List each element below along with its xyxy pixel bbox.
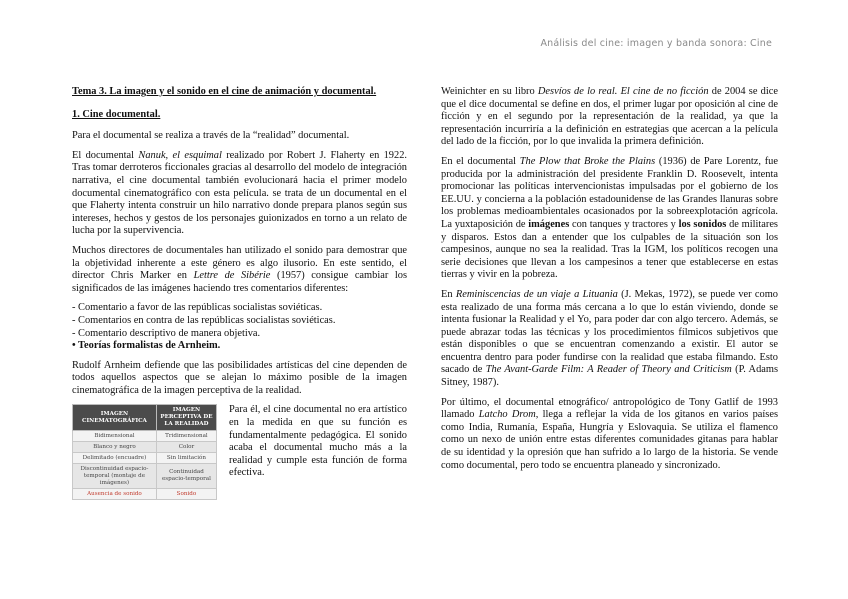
section-heading: 1. Cine documental.	[72, 108, 161, 120]
table-header: IMAGEN CINEMATOGRÁFICA	[73, 405, 157, 431]
table-cell: Delimitado (encuadre)	[73, 453, 157, 464]
table-cell: Continuidad espacio-temporal	[156, 464, 216, 489]
table-header: IMAGEN PERCEPTIVA DE LA REALIDAD	[156, 405, 216, 431]
right-column	[441, 86, 778, 479]
left-column	[72, 86, 407, 500]
table-cell: Discontinuidad espacio-temporal (montaje de imágenes)	[73, 464, 157, 489]
table-cell: Color	[156, 442, 216, 453]
paragraph: En el documental The Plow that Broke the Plains (1936) de Pare Lorentz, fue producida por la administración del presidente Franklin D. Roosevelt, intenta promocionar las políticas intervencionistas impulsadas por el gobierno de los EE.UU. y concierna a la población estadounidense de las Grandes llanuras sobre los problemas medioambientales ocasionados por la sobreexplotación agrícola. La yuxtaposición de imágenes con tanques y tractores y los sonidos de militares y disparos. Estos dan a entender que los culpables de la situación son los campesinos, aunque no sea la realidad. Tras la IGM, los políticos recogen una serie decisiones que llevan a los campesinos a tener que establecerse en estas tierras y vivir en la pobreza.	[441, 155, 778, 281]
paragraph: En Reminiscencias de un viaje a Lituania (J. Mekas, 1972), se puede ver como esta realizado de una forma más cercana a lo que lo están viviendo, donde se intenta fusionar la Realidad y el Yo, para poder dar con algo tercero. Además, se puede abrazar todas las técnicas y los procedimientos fílmicos subjetivos que están disponibles o que se encuentran comenzando a existir. El autor se encuentra dentro para poder fundirse con la realidad que estaba filmando. Esto sacado de The Avant-Garde Film: A Reader of Theory and Criticism (P. Adams Sitney, 1987).	[441, 288, 779, 389]
comparison-table	[72, 404, 217, 500]
table-cell: Sonido	[156, 489, 216, 500]
table-cell: Sin limitación	[156, 453, 216, 464]
paragraph: Para el documental se realiza a través de la “realidad” documental.	[72, 130, 350, 142]
film-title: The Plow that Broke the Plains	[519, 155, 656, 167]
figure-row	[72, 404, 407, 500]
list-item-bold: • Teorías formalistas de Arnheim.	[72, 340, 221, 352]
paragraph: Muchos directores de documentales han utilizado el sonido para demostrar que la objetividad inherente a este género es algo ilusorio. En este sentido, el director Chris Marker en Lettre de Sibérie (1957) consigue cambiar los significados de las imágenes haciendo tres comentarios diferentes:	[72, 244, 407, 294]
list-item: - Comentario descriptivo de manera objetiva.	[72, 327, 261, 339]
paragraph: Weinichter en su libro Desvíos de lo real. El cine de no ficción de 2004 se dice que el dice documental se define en dos, el primer lugar por oposición al cine de ficción y en el segundo por la representación de la realidad, ya que la representación incurriría a la definición en estrategias que acercan a la película del lado de la ficción, por lo que invalida la primera definición.	[441, 86, 778, 148]
paragraph: El documental Nanuk, el esquimal realizado por Robert J. Flaherty en 1922. Tras tomar derroteros ficcionales gracias al desarrollo del modelo de integración narrativa, el cine documental también evolucionará hacia el primer modelo documental cinematográfico con esta película. se trata de un documental en el que Flaherty intenta construir un hilo narrativo donde prepara planos según sus intereses, hechos y gestos de los personajes guionizados en torno a un relato de lucha por la supervivencia.	[72, 149, 407, 237]
paragraph: Rudolf Arnheim defiende que las posibilidades artísticas del cine dependen de todos aquellos aspectos que se alejan lo máximo posible de la imagen cinematográfica de la imagen perceptiva de la realidad.	[72, 359, 407, 396]
list-item: - Comentarios en contra de las repúblicas socialistas soviéticas.	[72, 314, 336, 326]
table-cell: Blanco y negro	[73, 442, 157, 453]
paragraph: Por último, el documental etnográfico/ antropológico de Tony Gatlif de 1993 llamado Latcho Drom, llega a reflejar la vida de los gitanos en varios países como India, Rumanía, España, Hungría y Eslovaquia. Se utiliza el flamenco como un nexo de unión entre estas diferentes comunidades gitanas para hablar de su identidad y la opresión que han sufrido a lo largo de la historia. Se vende como documental, pero todo se encuentra planeado y sincronizado.	[441, 396, 778, 471]
topic-title: Tema 3. La imagen y el sonido en el cine de animación y documental.	[72, 86, 377, 97]
page-header: Análisis del cine: imagen y banda sonora: Cine	[540, 38, 772, 49]
table-cell: Tridimensional	[156, 431, 216, 442]
table-cell: Bidimensional	[73, 431, 157, 442]
table-cell: Ausencia de sonido	[73, 489, 157, 500]
book-title: Desvíos de lo real. El cine de no ficción	[537, 86, 709, 97]
film-title: Nanuk, el esquimal	[138, 149, 222, 161]
film-title: Lettre de Sibérie	[193, 270, 271, 282]
film-title: Latcho Drom	[478, 409, 536, 421]
film-title: Reminiscencias de un viaje a Lituania	[455, 288, 618, 300]
book-title: The Avant-Garde Film: A Reader of Theory and Criticism	[485, 364, 732, 376]
commentary-list	[72, 302, 407, 352]
list-item: - Comentario a favor de las repúblicas socialistas soviéticas.	[72, 302, 323, 314]
paragraph: Para él, el cine documental no era artístico en la medida en que su función es fundamentalmente pedagógica. El sonido acaba el documental mucho más a la realidad y cumple esta función de forma efectiva.	[229, 404, 407, 479]
